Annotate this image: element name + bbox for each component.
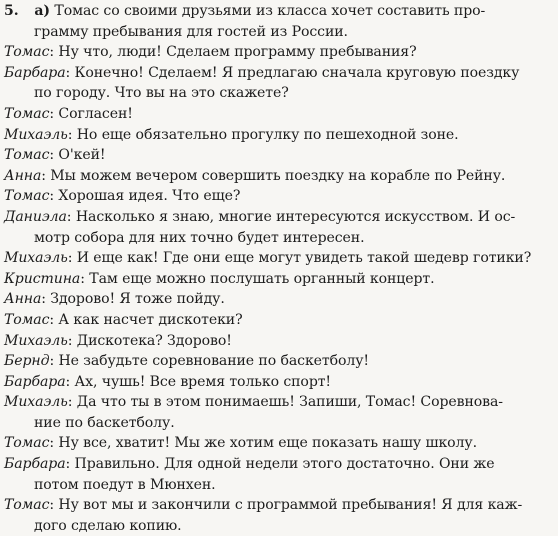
dialogue-line: Даниэла: Насколько я знаю, многие интересуются искусством. И ос- — [4, 208, 516, 225]
dialogue-line: Барбара: Ах, чушь! Все время только спорт! — [4, 373, 331, 390]
exercise-number: 5. — [4, 3, 19, 19]
speaker-name: Барбара — [4, 64, 66, 81]
speaker-name: Бернд — [4, 353, 50, 370]
exercise-header-line — [4, 1, 552, 22]
utterance-text: Ах, чушь! Все время только спорт! — [74, 373, 331, 390]
dialogue-line: Барбара: Правильно. Для одной недели этого достаточно. Они же — [4, 456, 495, 473]
speaker-name: Томас — [4, 105, 50, 122]
speaker-name: Томас — [4, 44, 50, 61]
utterance-text: Ну все, хватит! Мы же хотим еще показать нашу школу. — [58, 435, 477, 452]
speaker-name: Томас — [4, 311, 50, 328]
dialogue-line: Томас: Хорошая идея. Что еще? — [4, 188, 241, 205]
speaker-name: Томас — [4, 435, 50, 452]
dialogue-line: Томас: О'кей! — [4, 147, 106, 164]
speaker-name: Михаэль — [4, 126, 68, 143]
speaker-name: Даниэла — [4, 208, 67, 225]
utterance-text: потом поедут в Мюнхен. — [34, 476, 216, 493]
utterance-text: И еще как! Где они еще могут увидеть такой шедевр готики? — [76, 250, 532, 267]
speaker-name: Барбара — [4, 456, 66, 473]
dialogue-line-continuation — [4, 475, 552, 496]
utterance-text: мотр собора для них точно будет интересен. — [34, 229, 365, 246]
dialogue-line: Томас: Ну вот мы и закончили с программой пребывания! Я для каж- — [4, 497, 523, 514]
dialogue-line: Михаэль: Да что ты в этом понимаешь! Запиши, Томас! Соревнова- — [4, 394, 503, 411]
utterance-text: дого сделаю копию. — [34, 517, 182, 534]
speaker-name: Томас — [4, 497, 50, 514]
utterance-text: Дискотека? Здорово! — [76, 332, 232, 349]
speaker-name: Анна — [4, 167, 42, 184]
utterance-text: Ну вот мы и закончили с программой пребывания! Я для каж- — [58, 497, 523, 514]
dialogue-line: Томас: Ну что, люди! Сделаем программу пребывания? — [4, 44, 417, 61]
speaker-name: Михаэль — [4, 332, 68, 349]
dialogue-line: Бернд: Не забудьте соревнование по баскетболу! — [4, 353, 369, 370]
dialogue-line: Анна: Мы можем вечером совершить поездку на корабле по Рейну. — [4, 167, 506, 184]
utterance-text: Конечно! Сделаем! Я предлагаю сначала круговую поездку — [74, 64, 520, 81]
utterance-text: Не забудьте соревнование по баскетболу! — [58, 353, 369, 370]
dialogue-line-continuation — [4, 413, 552, 434]
speaker-name: Томас — [4, 147, 50, 164]
utterance-text: Но еще обязательно прогулку по пешеходной зоне. — [76, 126, 459, 143]
speaker-name: Михаэль — [4, 250, 68, 267]
dialogue-line: Михаэль: Но еще обязательно прогулку по пешеходной зоне. — [4, 126, 459, 143]
utterance-text: А как насчет дискотеки? — [58, 311, 243, 328]
dialogue-line-continuation — [4, 228, 552, 249]
dialogue-line: Кристина: Там еще можно послушать органный концерт. — [4, 270, 435, 287]
dialogue-line: Томас: А как насчет дискотеки? — [4, 311, 243, 328]
utterance-text: Согласен! — [58, 105, 133, 122]
exercise-intro-continuation: грамму пребывания для гостей из России. — [34, 23, 348, 40]
utterance-text: Мы можем вечером совершить поездку на корабле по Рейну. — [50, 167, 506, 184]
utterance-text: Да что ты в этом понимаешь! Запиши, Томас! Соревнова- — [76, 394, 503, 411]
exercise-intro-text: Томас со своими друзьями из класса хочет составить про- — [54, 3, 486, 19]
dialogue-line: Барбара: Конечно! Сделаем! Я предлагаю сначала круговую поездку — [4, 64, 520, 81]
dialogue-line: Томас: Согласен! — [4, 105, 133, 122]
dialogue — [4, 42, 552, 536]
dialogue-line-continuation — [4, 83, 552, 104]
speaker-name: Михаэль — [4, 394, 68, 411]
utterance-text: Насколько я знаю, многие интересуются искусством. И ос- — [75, 208, 516, 225]
utterance-text: Хорошая идея. Что еще? — [58, 188, 241, 205]
exercise-letter: а) — [34, 3, 50, 19]
dialogue-line: Анна: Здорово! Я тоже пойду. — [4, 291, 225, 308]
utterance-text: О'кей! — [58, 147, 106, 164]
utterance-text: по городу. Что вы на это скажете? — [34, 85, 289, 102]
utterance-text: ние по баскетболу. — [34, 414, 175, 431]
utterance-text: Там еще можно послушать органный концерт. — [89, 270, 435, 287]
utterance-text: Здорово! Я тоже пойду. — [50, 291, 225, 308]
utterance-text: Ну что, люди! Сделаем программу пребывания? — [58, 44, 417, 61]
speaker-name: Томас — [4, 188, 50, 205]
speaker-name: Анна — [4, 291, 42, 308]
speaker-name: Кристина — [4, 270, 81, 287]
dialogue-line: Михаэль: Дискотека? Здорово! — [4, 332, 232, 349]
dialogue-line: Михаэль: И еще как! Где они еще могут увидеть такой шедевр готики? — [4, 250, 532, 267]
speaker-name: Барбара — [4, 373, 66, 390]
dialogue-line: Томас: Ну все, хватит! Мы же хотим еще показать нашу школу. — [4, 435, 477, 452]
utterance-text: Правильно. Для одной недели этого достаточно. Они же — [74, 456, 495, 473]
